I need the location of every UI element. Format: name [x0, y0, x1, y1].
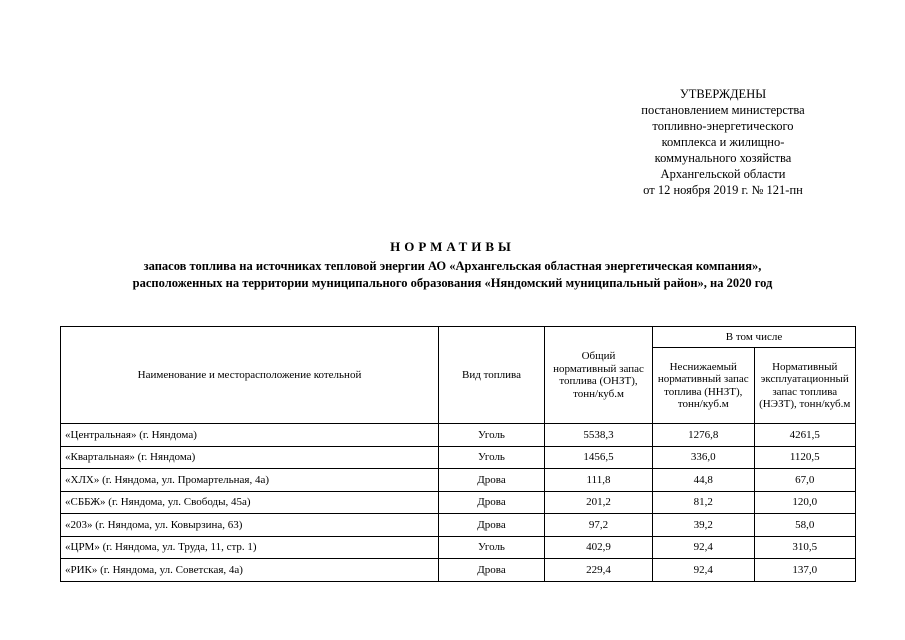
table-row: [61, 424, 856, 447]
table-row: [61, 446, 856, 469]
norms-table: [60, 326, 856, 582]
header-nnzt: Неснижаемый нормативный запас топлива (ННЗТ), тонн/куб.м: [653, 348, 755, 424]
cell-total: 1456,5: [545, 446, 653, 469]
cell-nezt: 120,0: [754, 491, 856, 514]
table-row: [61, 491, 856, 514]
cell-total: 201,2: [545, 491, 653, 514]
table-row: [61, 536, 856, 559]
cell-name: «СББЖ» (г. Няндома, ул. Свободы, 45а): [61, 491, 439, 514]
cell-total: 5538,3: [545, 424, 653, 447]
header-nezt: Нормативный эксплуатационный запас топлива (НЭЗТ), тонн/куб.м: [754, 348, 856, 424]
header-total: Общий нормативный запас топлива (ОНЗТ), тонн/куб.м: [545, 327, 653, 424]
approval-line: топливно-энергетического: [652, 119, 794, 133]
cell-nezt: 4261,5: [754, 424, 856, 447]
cell-total: 229,4: [545, 559, 653, 582]
cell-nnzt: 92,4: [653, 559, 755, 582]
cell-name: «Центральная» (г. Няндома): [61, 424, 439, 447]
cell-total: 402,9: [545, 536, 653, 559]
cell-name: «203» (г. Няндома, ул. Ковырзина, 63): [61, 514, 439, 537]
cell-nnzt: 81,2: [653, 491, 755, 514]
approval-line: Архангельской области: [660, 167, 786, 181]
cell-fuel: Уголь: [439, 446, 545, 469]
cell-nnzt: 44,8: [653, 469, 755, 492]
header-name: Наименование и месторасположение котельной: [61, 327, 439, 424]
cell-nezt: 58,0: [754, 514, 856, 537]
subtitle-line: расположенных на территории муниципального образования «Няндомский муниципальный район», на 2020 год: [132, 276, 773, 290]
approval-line: от 12 ноября 2019 г. № 121-пн: [643, 183, 803, 197]
table-row: [61, 559, 856, 582]
cell-nezt: 310,5: [754, 536, 856, 559]
cell-fuel: Дрова: [439, 514, 545, 537]
approval-line: комплекса и жилищно-: [661, 135, 785, 149]
cell-fuel: Дрова: [439, 559, 545, 582]
document-title: НОРМАТИВЫ: [390, 239, 515, 254]
header-fuel-type: Вид топлива: [439, 327, 545, 424]
cell-name: «РИК» (г. Няндома, ул. Советская, 4а): [61, 559, 439, 582]
cell-nezt: 1120,5: [754, 446, 856, 469]
cell-total: 97,2: [545, 514, 653, 537]
approval-block: [610, 86, 836, 198]
cell-fuel: Уголь: [439, 424, 545, 447]
table-row: [61, 514, 856, 537]
cell-nnzt: 92,4: [653, 536, 755, 559]
cell-fuel: Уголь: [439, 536, 545, 559]
cell-nnzt: 39,2: [653, 514, 755, 537]
cell-total: 111,8: [545, 469, 653, 492]
document-subtitle: [40, 258, 865, 292]
cell-name: «ХЛХ» (г. Няндома, ул. Промартельная, 4а): [61, 469, 439, 492]
cell-nnzt: 336,0: [653, 446, 755, 469]
cell-fuel: Дрова: [439, 491, 545, 514]
header-including: В том числе: [653, 327, 856, 348]
cell-nnzt: 1276,8: [653, 424, 755, 447]
cell-name: «ЦРМ» (г. Няндома, ул. Труда, 11, стр. 1): [61, 536, 439, 559]
cell-name: «Квартальная» (г. Няндома): [61, 446, 439, 469]
cell-fuel: Дрова: [439, 469, 545, 492]
subtitle-line: запасов топлива на источниках тепловой энергии АО «Архангельская областная энергетическая компания»,: [143, 259, 762, 273]
table-row: [61, 469, 856, 492]
cell-nezt: 137,0: [754, 559, 856, 582]
approval-line: коммунального хозяйства: [654, 151, 792, 165]
approval-line: УТВЕРЖДЕНЫ: [679, 87, 767, 101]
cell-nezt: 67,0: [754, 469, 856, 492]
approval-line: постановлением министерства: [641, 103, 805, 117]
